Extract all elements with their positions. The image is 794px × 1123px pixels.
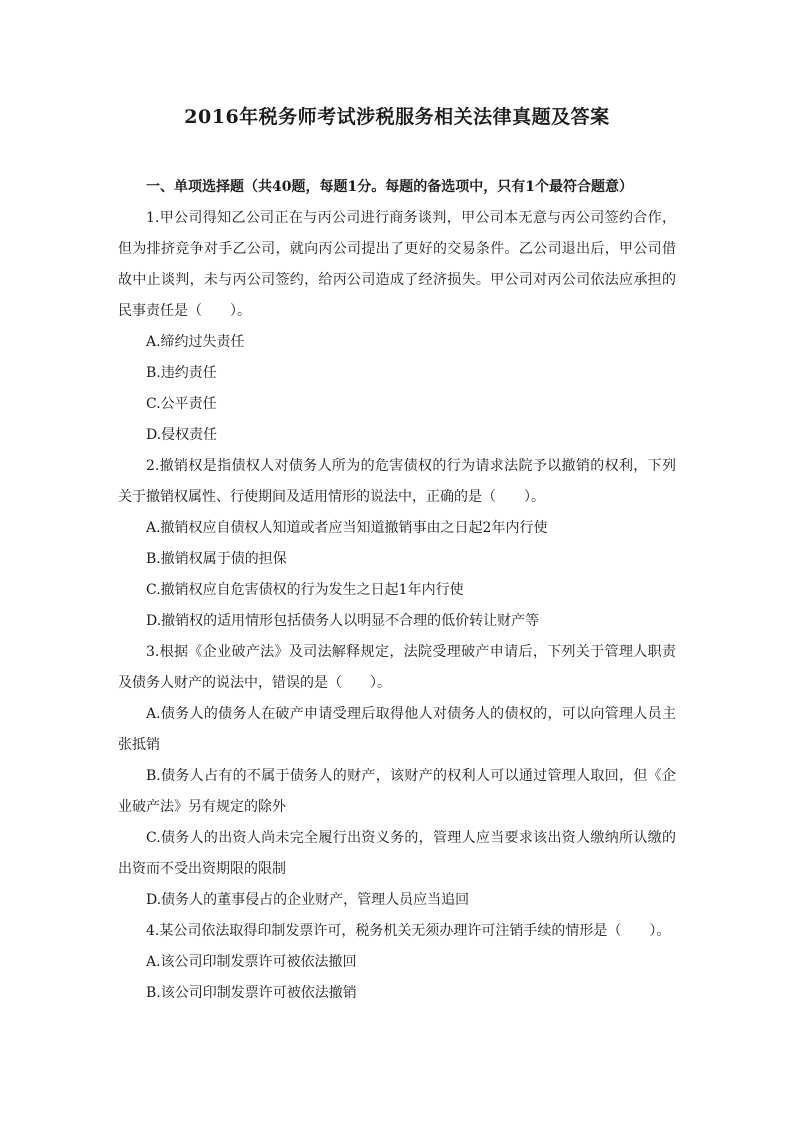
question-stem: 3.根据《企业破产法》及司法解释规定，法院受理破产申请后，下列关于管理人职责及债务人财产的说法中，错误的是（ ）。 bbox=[118, 644, 676, 691]
question-3 bbox=[118, 637, 676, 916]
option-b: B.该公司印制发票许可被依法撤销 bbox=[146, 985, 357, 1001]
option-d: D.债务人的董事侵占的企业财产，管理人员应当追回 bbox=[146, 892, 470, 908]
option-b: B.债务人占有的不属于债务人的财产，该财产的权利人可以通过管理人取回，但《企业破产法》另有规定的除外 bbox=[118, 768, 676, 815]
question-2 bbox=[118, 451, 676, 637]
question-1 bbox=[118, 203, 676, 451]
option-c: C.撤销权应自危害债权的行为发生之日起1年内行使 bbox=[146, 582, 464, 598]
option-a: A.撤销权应自债权人知道或者应当知道撤销事由之日起2年内行使 bbox=[146, 520, 548, 536]
question-4 bbox=[118, 916, 676, 1009]
document-title: 2016年税务师考试涉税服务相关法律真题及答案 bbox=[184, 106, 610, 128]
section-heading: 一、单项选择题（共40题，每题1分。每题的备选项中，只有1个最符合题意） bbox=[146, 179, 633, 195]
option-c: C.公平责任 bbox=[146, 396, 217, 412]
option-d: D.撤销权的适用情形包括债务人以明显不合理的低价转让财产等 bbox=[146, 613, 540, 629]
option-b: B.撤销权属于债的担保 bbox=[146, 551, 287, 567]
option-a: A.缔约过失责任 bbox=[146, 334, 245, 350]
option-b: B.违约责任 bbox=[146, 365, 217, 381]
question-stem: 4.某公司依法取得印制发票许可，税务机关无须办理许可注销手续的情形是（ ）。 bbox=[146, 923, 671, 939]
option-c: C.债务人的出资人尚未完全履行出资义务的，管理人应当要求该出资人缴纳所认缴的出资而不受出资期限的限制 bbox=[118, 830, 676, 877]
option-a: A.该公司印制发票许可被依法撤回 bbox=[146, 954, 357, 970]
question-stem: 2.撤销权是指债权人对债务人所为的危害债权的行为请求法院予以撤销的权利，下列关于撤销权属性、行使期间及适用情形的说法中，正确的是（ ）。 bbox=[118, 458, 676, 505]
question-stem: 1.甲公司得知乙公司正在与丙公司进行商务谈判，甲公司本无意与丙公司签约合作，但为排挤竞争对手乙公司，就向丙公司提出了更好的交易条件。乙公司退出后，甲公司借故中止谈判，未与丙公司签约，给丙公司造成了经济损失。甲公司对丙公司依法应承担的民事责任是（ ）。 bbox=[118, 210, 676, 319]
option-a: A.债务人的债务人在破产申请受理后取得他人对债务人的债权的，可以向管理人员主张抵销 bbox=[118, 706, 676, 753]
document-body bbox=[118, 172, 676, 1009]
option-d: D.侵权责任 bbox=[146, 427, 218, 443]
